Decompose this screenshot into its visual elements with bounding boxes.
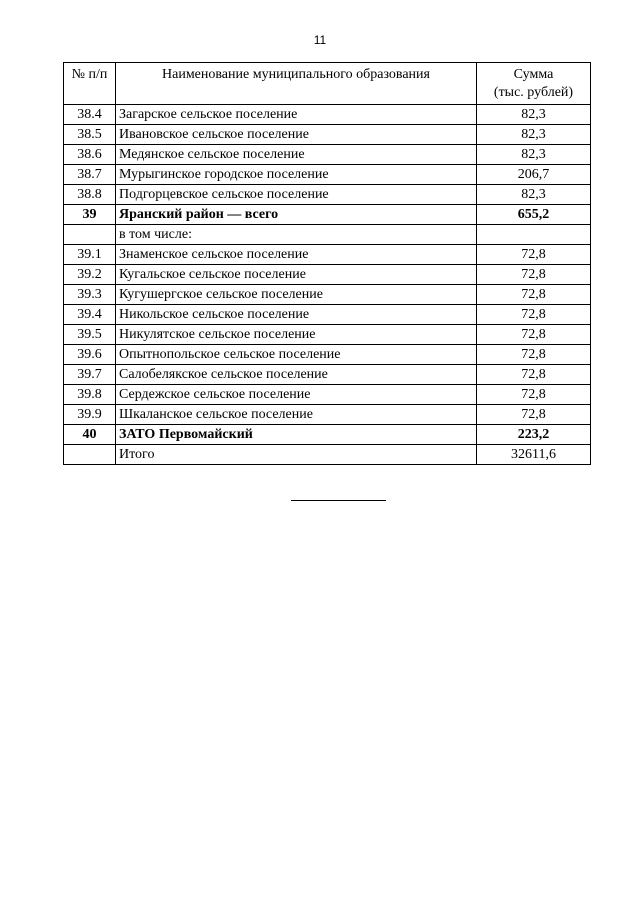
table-row: [64, 345, 591, 365]
row-name: Итого: [116, 445, 477, 465]
header-sum-line1: Сумма: [513, 67, 554, 82]
row-sum: 82,3: [477, 105, 591, 125]
row-name: Опытнопольское сельское поселение: [116, 345, 477, 365]
table-row: [64, 105, 591, 125]
table-row: [64, 165, 591, 185]
row-name: Шкаланское сельское поселение: [116, 405, 477, 425]
row-name: Знаменское сельское поселение: [116, 245, 477, 265]
row-num: 38.5: [64, 125, 116, 145]
table-row: [64, 405, 591, 425]
table-row: [64, 325, 591, 345]
row-num: 39.3: [64, 285, 116, 305]
row-num: [64, 445, 116, 465]
row-num: 38.6: [64, 145, 116, 165]
row-num: 39.7: [64, 365, 116, 385]
row-num: 40: [64, 425, 116, 445]
row-sum: 72,8: [477, 305, 591, 325]
row-num: 39.4: [64, 305, 116, 325]
closing-rule: [291, 500, 386, 501]
table-row: [64, 305, 591, 325]
row-name: в том числе:: [116, 225, 477, 245]
row-name: Кугальское сельское поселение: [116, 265, 477, 285]
row-name: Сердежское сельское поселение: [116, 385, 477, 405]
row-sum: 32611,6: [477, 445, 591, 465]
row-sum: 72,8: [477, 265, 591, 285]
row-sum: 82,3: [477, 145, 591, 165]
row-name: Никулятское сельское поселение: [116, 325, 477, 345]
row-sum: [477, 225, 591, 245]
header-sum: [477, 63, 591, 105]
row-sum: 72,8: [477, 405, 591, 425]
row-sum: 655,2: [477, 205, 591, 225]
row-name: Кугушергское сельское поселение: [116, 285, 477, 305]
row-sum: 72,8: [477, 365, 591, 385]
row-name: Никольское сельское поселение: [116, 305, 477, 325]
table-row: [64, 125, 591, 145]
row-name: Загарское сельское поселение: [116, 105, 477, 125]
row-sum: 72,8: [477, 285, 591, 305]
row-num: 38.4: [64, 105, 116, 125]
budget-table: [63, 62, 591, 465]
table-row-zato-total: [64, 425, 591, 445]
row-num: 39: [64, 205, 116, 225]
table-row: [64, 245, 591, 265]
table-header-row: [64, 63, 591, 105]
header-name: Наименование муниципального образования: [116, 63, 477, 105]
table-row: [64, 185, 591, 205]
row-sum: 82,3: [477, 125, 591, 145]
header-num: № п/п: [64, 63, 116, 105]
row-name: Подгорцевское сельское поселение: [116, 185, 477, 205]
row-num: [64, 225, 116, 245]
row-sum: 82,3: [477, 185, 591, 205]
row-num: 39.8: [64, 385, 116, 405]
row-name: Медянское сельское поселение: [116, 145, 477, 165]
row-sum: 72,8: [477, 345, 591, 365]
row-sum: 72,8: [477, 325, 591, 345]
row-sum: 223,2: [477, 425, 591, 445]
table-row: [64, 145, 591, 165]
row-name: Мурыгинское городское поселение: [116, 165, 477, 185]
table-row: [64, 285, 591, 305]
row-num: 39.6: [64, 345, 116, 365]
row-name: Салобелякское сельское поселение: [116, 365, 477, 385]
table-row: [64, 365, 591, 385]
row-sum: 206,7: [477, 165, 591, 185]
row-name: Ивановское сельское поселение: [116, 125, 477, 145]
row-sum: 72,8: [477, 385, 591, 405]
page-number: 11: [313, 33, 327, 47]
header-sum-line2: (тыс. рублей): [493, 85, 574, 100]
table-row-district-total: [64, 205, 591, 225]
row-num: 38.7: [64, 165, 116, 185]
table-row-grand-total: [64, 445, 591, 465]
table-row-subheading: [64, 225, 591, 245]
table-row: [64, 265, 591, 285]
table-row: [64, 385, 591, 405]
row-name: ЗАТО Первомайский: [116, 425, 477, 445]
row-num: 39.1: [64, 245, 116, 265]
row-num: 39.9: [64, 405, 116, 425]
row-sum: 72,8: [477, 245, 591, 265]
row-num: 38.8: [64, 185, 116, 205]
row-num: 39.2: [64, 265, 116, 285]
row-num: 39.5: [64, 325, 116, 345]
row-name: Яранский район — всего: [116, 205, 477, 225]
